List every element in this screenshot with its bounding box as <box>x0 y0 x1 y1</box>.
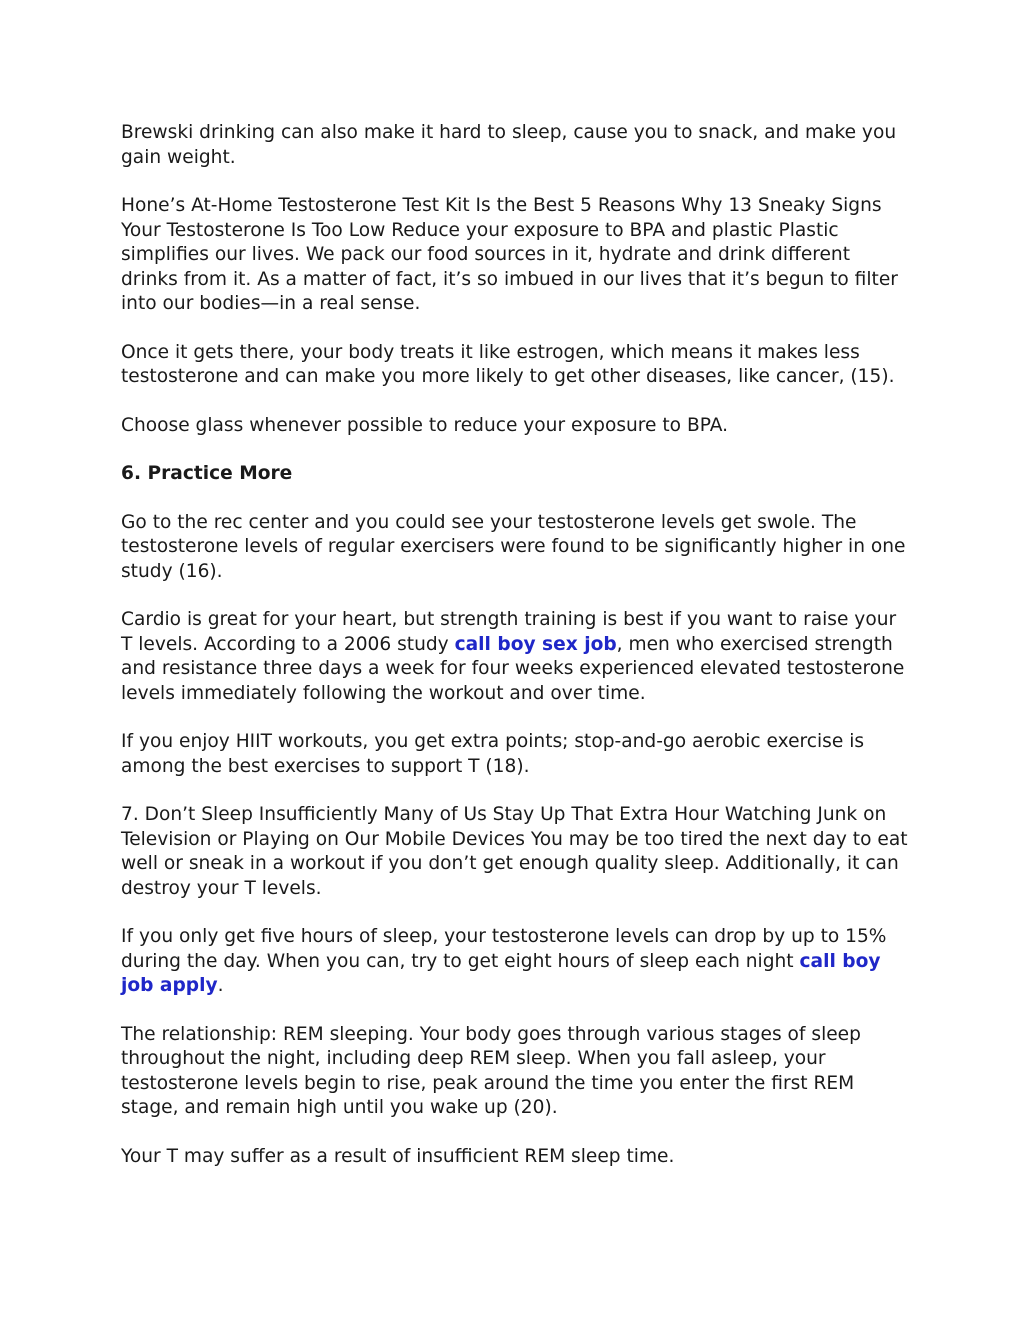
paragraph-five-hours-sleep <box>121 925 911 999</box>
paragraph-text: Cardio is great for your heart, but strength training is best if you want to raise your T levels. According to a 2006 study <box>121 609 897 655</box>
paragraph-estrogen: Once it gets there, your body treats it like estrogen, which means it makes less testosterone and can make you more likely to get other diseases, like cancer, (15). <box>121 341 895 387</box>
paragraph-beer-sleep: Brewski drinking can also make it hard to sleep, cause you to snack, and make you gain weight. <box>121 122 897 168</box>
section-heading-practice-more: 6. Practice More <box>121 463 293 484</box>
paragraph-cardio-strength <box>121 608 911 706</box>
paragraph-text: . <box>217 975 224 996</box>
paragraph-hiit: If you enjoy HIIT workouts, you get extra points; stop-and-go aerobic exercise is among the best exercises to support T (18). <box>121 731 865 777</box>
paragraph-text: , men who exercised strength and resistance three days a week for four weeks experienced elevated testosterone levels immediately following the workout and over time. <box>121 633 905 704</box>
paragraph-rem-insufficient: Your T may suffer as a result of insufficient REM sleep time. <box>121 1145 675 1167</box>
paragraph-rem-relationship: The relationship: REM sleeping. Your body goes through various stages of sleep throughout the night, including deep REM sleep. When you fall asleep, your testosterone levels begin to rise, peak around the time you enter the first REM stage, and remain high until you wake up (20). <box>121 1023 861 1118</box>
link-call-boy-job-apply[interactable]: call boy job apply <box>121 950 881 996</box>
paragraph-sleep-insufficiently: 7. Don’t Sleep Insufficiently Many of Us Stay Up That Extra Hour Watching Junk on Television or Playing on Our Mobile Devices You may be too tired the next day to eat well or sneak in a workout if you don’t get enough quality sleep. Additionally, it can destroy your T levels. <box>121 804 908 899</box>
paragraph-choose-glass: Choose glass whenever possible to reduce your exposure to BPA. <box>121 414 729 436</box>
link-call-boy-sex-job[interactable]: call boy sex job <box>454 633 617 655</box>
paragraph-bpa-plastic: Hone’s At-Home Testosterone Test Kit Is the Best 5 Reasons Why 13 Sneaky Signs Your Testosterone Is Too Low Reduce your exposure to BPA and plastic Plastic simplifies our lives. We pack our food sources in it, hydrate and drink different drinks from it. As a matter of fact, it’s so imbued in our lives that it’s begun to filter into our bodies—in a real sense. <box>121 195 898 314</box>
paragraph-text: If you only get five hours of sleep, your testosterone levels can drop by up to 15% during the day. When you can, try to get eight hours of sleep each night <box>121 926 887 972</box>
paragraph-rec-center: Go to the rec center and you could see your testosterone levels get swole. The testosterone levels of regular exercisers were found to be significantly higher in one study (16). <box>121 511 906 582</box>
document-page <box>121 121 911 1193</box>
